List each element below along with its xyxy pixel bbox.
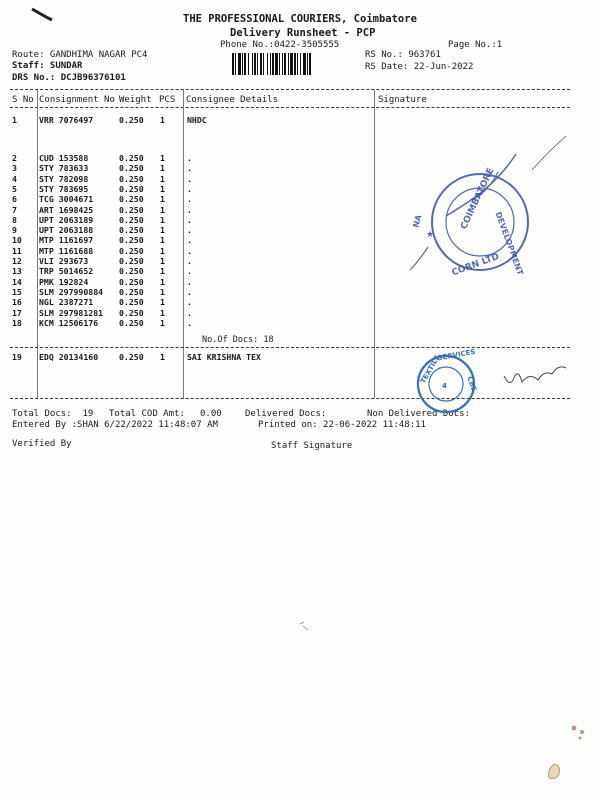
barcode-bar <box>284 53 286 75</box>
barcode-bar <box>294 53 296 75</box>
docs-count: No.Of Docs: 18 <box>202 335 274 345</box>
cell-sno: 18 <box>12 317 22 328</box>
cell-consignment: VLI 293673 <box>39 256 89 266</box>
cell-weight: 0.250 <box>119 214 144 225</box>
cell-pcs: 1 <box>160 307 165 318</box>
cell-consignee: . <box>187 307 192 318</box>
cell-pcs: 1 <box>160 204 165 215</box>
col-sno: S No <box>12 95 34 105</box>
cell-pcs: 1 <box>160 173 165 184</box>
cell-consignee: . <box>187 256 192 266</box>
cell-pcs: 1 <box>160 276 165 287</box>
table-top-rule <box>10 89 570 90</box>
col-signature: Signature <box>378 95 427 105</box>
svg-text:SERVICES: SERVICES <box>436 348 477 363</box>
cell-sno: 19 <box>12 352 22 362</box>
cell-consignment: SLM 297990884 <box>39 286 104 297</box>
cell-consignment: MTP 1161688 <box>39 245 94 256</box>
cell-consignment: NGL 2387271 <box>39 297 94 308</box>
printed-on: Printed on: 22-06-2022 11:48:11 <box>258 420 426 430</box>
cell-weight: 0.250 <box>119 163 144 174</box>
cell-sno: 5 <box>12 183 17 194</box>
cell-pcs: 1 <box>160 256 165 266</box>
col-pcs: PCS <box>159 95 176 105</box>
col-divider <box>37 90 38 398</box>
cell-sno: 7 <box>12 204 17 215</box>
total-docs: Total Docs: 19 <box>12 409 94 419</box>
cell-pcs: 1 <box>160 194 165 205</box>
signature-mark <box>500 360 570 390</box>
barcode-bar <box>272 53 274 75</box>
cell-sno: 16 <box>12 297 22 308</box>
cell-consignee: . <box>187 266 192 277</box>
svg-text:CORN LTD: CORN LTD <box>450 251 501 279</box>
cell-sno: 8 <box>12 214 17 225</box>
cell-pcs: 1 <box>160 266 165 277</box>
cell-weight: 0.250 <box>119 352 144 362</box>
cell-sno: 2 <box>12 153 17 163</box>
barcode-bar <box>282 53 283 75</box>
barcode-bar <box>232 53 234 75</box>
speck-mark <box>298 620 310 632</box>
svg-text:TEXTILE: TEXTILE <box>419 353 442 385</box>
cell-sno: 1 <box>12 115 17 125</box>
cell-consignee: . <box>187 163 192 174</box>
cell-consignee: . <box>187 276 192 287</box>
phone-number: Phone No.:0422-3505555 <box>220 40 340 50</box>
non-delivered-docs: Non Delivered Docs: <box>367 409 470 419</box>
barcode-bar <box>270 53 271 75</box>
cell-consignment: KCM 12506176 <box>39 317 99 328</box>
col-weight: Weight <box>119 95 152 105</box>
cell-weight: 0.250 <box>119 245 144 256</box>
cell-consignee: . <box>187 183 192 194</box>
svg-text:★: ★ <box>426 230 435 240</box>
cell-sno: 3 <box>12 163 17 174</box>
cell-consignment: TCG 3004671 <box>39 194 94 205</box>
cell-consignee: . <box>187 245 192 256</box>
cell-weight: 0.250 <box>119 266 144 277</box>
cell-consignment: TRP 5014652 <box>39 266 94 277</box>
cell-weight: 0.250 <box>119 194 144 205</box>
cell-weight: 0.250 <box>119 204 144 215</box>
barcode-bar <box>244 53 246 75</box>
cell-consignee: . <box>187 317 192 328</box>
cell-consignment: EDQ 20134160 <box>39 352 99 362</box>
cell-consignment: STY 782098 <box>39 173 89 184</box>
cell-weight: 0.250 <box>119 153 144 163</box>
cell-consignment: UPT 2063189 <box>39 214 94 225</box>
col-consignee: Consignee Details <box>186 95 279 105</box>
cell-consignee: . <box>187 204 192 215</box>
page-number: Page No.:1 <box>448 40 503 50</box>
cell-weight: 0.250 <box>119 115 144 125</box>
cell-sno: 9 <box>12 225 17 236</box>
cell-sno: 12 <box>12 256 22 266</box>
cell-consignee: . <box>187 214 192 225</box>
barcode-bar <box>248 53 249 75</box>
cell-pcs: 1 <box>160 214 165 225</box>
cell-consignment: CUD 153588 <box>39 153 89 163</box>
corner-scribble-mark <box>30 6 54 22</box>
barcode-bar <box>309 53 311 75</box>
barcode-bar <box>303 53 306 75</box>
svg-text:CBE: CBE <box>465 375 479 393</box>
rs-date: RS Date: 22-Jun-2022 <box>365 62 474 72</box>
cell-pcs: 1 <box>160 235 165 246</box>
svg-text:COIMBATORE: COIMBATORE <box>459 166 497 232</box>
smudge-mark <box>566 722 590 742</box>
cell-sno: 4 <box>12 173 17 184</box>
cell-consignment: UPT 2063188 <box>39 225 94 236</box>
cell-weight: 0.250 <box>119 256 144 266</box>
cell-consignee: . <box>187 173 192 184</box>
cell-pcs: 1 <box>160 153 165 163</box>
cell-consignee: . <box>187 297 192 308</box>
svg-text:DEVELOPMENT: DEVELOPMENT <box>493 210 525 277</box>
cell-consignee: . <box>187 153 192 163</box>
cell-consignee: . <box>187 194 192 205</box>
barcode-bar <box>242 53 243 75</box>
cell-weight: 0.250 <box>119 276 144 287</box>
col-divider <box>374 90 375 398</box>
barcode-bar <box>288 53 289 75</box>
cell-weight: 0.250 <box>119 317 144 328</box>
barcode-bar <box>267 53 268 75</box>
svg-text:NA: NA <box>411 213 424 229</box>
company-seal-stamp <box>398 142 548 282</box>
cell-weight: 0.250 <box>119 225 144 236</box>
barcode <box>232 53 350 75</box>
cell-pcs: 1 <box>160 317 165 328</box>
cell-consignment: MTP 1161697 <box>39 235 94 246</box>
barcode-bar <box>275 53 278 75</box>
cell-consignee: . <box>187 225 192 236</box>
total-cod-value: 0.00 <box>200 409 222 419</box>
cell-pcs: 1 <box>160 245 165 256</box>
cell-pcs: 1 <box>160 352 165 362</box>
cell-pcs: 1 <box>160 163 165 174</box>
delivered-docs: Delivered Docs: <box>245 409 327 419</box>
cell-sno: 15 <box>12 286 22 297</box>
svg-text:4: 4 <box>442 382 447 390</box>
cell-weight: 0.250 <box>119 307 144 318</box>
verified-by: Verified By <box>12 439 72 449</box>
barcode-bar <box>252 53 253 75</box>
signature-mark <box>530 132 570 172</box>
cell-consignee: SAI KRISHNA TEX <box>187 352 261 362</box>
cell-weight: 0.250 <box>119 173 144 184</box>
smudge-mark <box>545 760 565 782</box>
barcode-bar <box>263 53 264 75</box>
route: Route: GANDHIMA NAGAR PC4 <box>12 50 148 60</box>
col-divider <box>183 90 184 398</box>
cell-pcs: 1 <box>160 183 165 194</box>
cell-pcs: 1 <box>160 297 165 308</box>
cell-weight: 0.250 <box>119 183 144 194</box>
textile-services-stamp <box>410 348 490 418</box>
table-header-rule <box>10 107 570 108</box>
cell-consignment: STY 783633 <box>39 163 89 174</box>
rs-number: RS No.: 963761 <box>365 50 441 60</box>
barcode-bar <box>300 53 301 75</box>
drs-number: DRS No.: DCJB96376101 <box>12 73 126 83</box>
cell-consignee: NHDC <box>187 115 207 125</box>
cell-pcs: 1 <box>160 115 165 125</box>
staff-signature: Staff Signature <box>271 441 353 451</box>
barcode-bar <box>257 53 258 75</box>
barcode-bar <box>279 53 280 75</box>
barcode-bar <box>307 53 308 75</box>
company-title: THE PROFESSIONAL COURIERS, Coimbatore <box>183 13 417 25</box>
document-title: Delivery Runsheet - PCP <box>230 27 376 39</box>
barcode-bar <box>235 53 236 75</box>
cell-consignment: STY 783695 <box>39 183 89 194</box>
staff-name: Staff: SUNDAR <box>12 61 83 71</box>
cell-pcs: 1 <box>160 225 165 236</box>
cell-sno: 10 <box>12 235 22 246</box>
cell-sno: 14 <box>12 276 22 287</box>
cell-weight: 0.250 <box>119 235 144 246</box>
cell-consignment: VRR 7076497 <box>39 115 94 125</box>
cell-pcs: 1 <box>160 286 165 297</box>
cell-sno: 6 <box>12 194 17 205</box>
barcode-bar <box>238 53 241 75</box>
cell-sno: 13 <box>12 266 22 277</box>
cell-sno: 17 <box>12 307 22 318</box>
cell-sno: 11 <box>12 245 22 256</box>
barcode-bar <box>297 53 298 75</box>
cell-weight: 0.250 <box>119 286 144 297</box>
cell-consignment: PMK 192824 <box>39 276 89 287</box>
cell-consignment: ART 1698425 <box>39 204 94 215</box>
barcode-bar <box>290 53 293 75</box>
barcode-bar <box>260 53 262 75</box>
col-consignment: Consignment No <box>39 95 115 105</box>
entered-by: Entered By :SHAN 6/22/2022 11:48:07 AM <box>12 420 218 430</box>
cell-weight: 0.250 <box>119 297 144 308</box>
cell-consignee: . <box>187 235 192 246</box>
cell-consignee: . <box>187 286 192 297</box>
cell-consignment: SLM 297981281 <box>39 307 104 318</box>
total-cod-label: Total COD Amt: <box>109 409 185 419</box>
barcode-bar <box>254 53 256 75</box>
